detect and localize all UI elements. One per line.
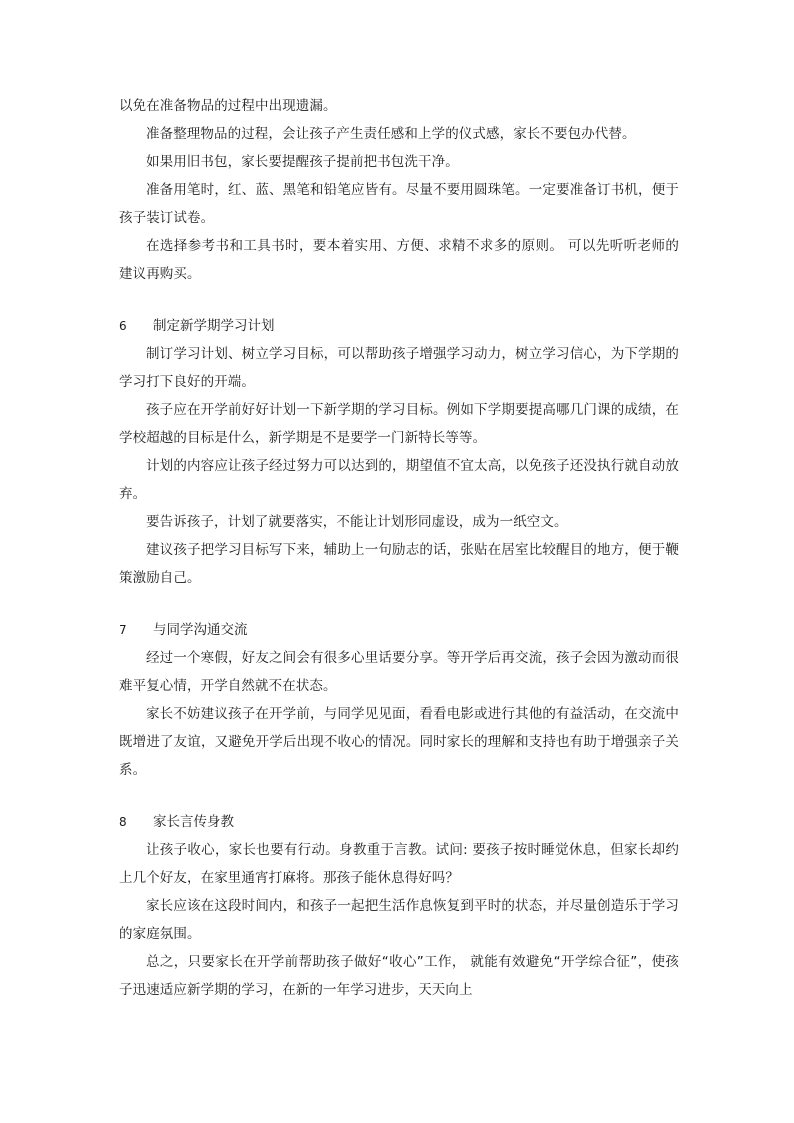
section-number: 8: [119, 815, 127, 829]
paragraph: 在选择参考书和工具书时，要本着实用、方便、求精不求多的原则。 可以先听听老师的建议再购买。: [119, 238, 679, 282]
section-title: 家长言传身教: [153, 814, 234, 830]
section-spacer: [119, 592, 679, 616]
document-body: [119, 92, 679, 1004]
paragraph: 如果用旧书包，家长要提醒孩子提前把书包洗干净。: [146, 154, 459, 170]
paragraph: 计划的内容应让孩子经过努力可以达到的，期望值不宜太高，以免孩子还没执行就自动放弃。: [119, 458, 679, 502]
paragraph: 总之，只要家长在开学前帮助孩子做好“收心”工作， 就能有效避免“开学综合征”，使孩子迅速适应新学期的学习，在新的一年学习进步，天天向上: [119, 954, 679, 998]
paragraph: 准备整理物品的过程，会让孩子产生责任感和上学的仪式感，家长不要包办代替。: [146, 126, 636, 142]
paragraph: 经过一个寒假，好友之间会有很多心里话要分享。等开学后再交流，孩子会因为激动而很难平复心情，开学自然就不在状态。: [119, 650, 679, 694]
paragraph: 制订学习计划、树立学习目标，可以帮助孩子增强学习动力，树立学习信心，为下学期的学习打下良好的开端。: [119, 346, 679, 390]
paragraph: 准备用笔时，红、蓝、黑笔和铅笔应皆有。尽量不要用圆珠笔。一定要准备订书机，便于孩子装订试卷。: [119, 182, 679, 226]
paragraph: 让孩子收心，家长也要有行动。身教重于言教。试问: 要孩子按时睡觉休息，但家长却约上几个好友，在家里通宵打麻将。那孩子能休息得好吗？: [119, 842, 679, 886]
section-spacer: [119, 784, 679, 808]
paragraph: 孩子应在开学前好好计划一下新学期的学习目标。例如下学期要提高哪几门课的成绩，在学校超越的目标是什么，新学期是不是要学一门新特长等等。: [119, 402, 679, 446]
section-number: 7: [119, 623, 127, 637]
paragraph: 家长不妨建议孩子在开学前，与同学见见面，看看电影或进行其他的有益活动，在交流中既增进了友谊，又避免开学后出现不收心的情况。同时家长的理解和支持也有助于增强亲子关系。: [119, 706, 679, 778]
section-heading-6: [119, 312, 679, 340]
section-heading-7: [119, 616, 679, 644]
section-spacer: [119, 288, 679, 312]
section-title: 制定新学期学习计划: [153, 318, 275, 334]
section-number: 6: [119, 319, 127, 333]
paragraph: 家长应该在这段时间内，和孩子一起把生活作息恢复到平时的状态，并尽量创造乐于学习的家庭氛围。: [119, 898, 679, 942]
section-title: 与同学沟通交流: [153, 622, 248, 638]
paragraph: 建议孩子把学习目标写下来，辅助上一句励志的话，张贴在居室比较醒目的地方，便于鞭策激励自己。: [119, 542, 679, 586]
section-heading-8: [119, 808, 679, 836]
paragraph: 要告诉孩子，计划了就要落实，不能让计划形同虚设，成为一纸空文。: [146, 514, 568, 530]
paragraph: 以免在准备物品的过程中出现遗漏。: [119, 98, 337, 114]
